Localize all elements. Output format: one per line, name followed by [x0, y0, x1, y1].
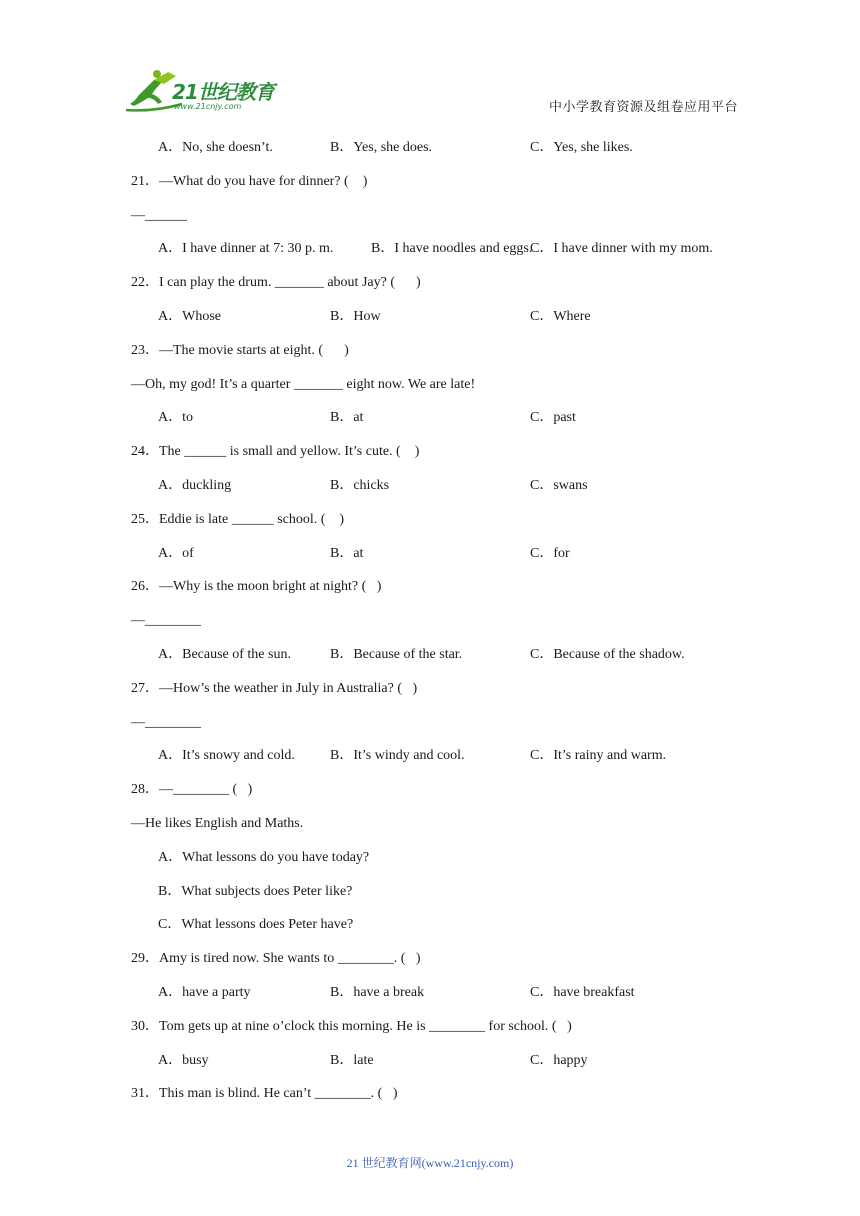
question-text: 23．—The movie starts at eight. ( )	[131, 342, 349, 358]
option-b: B．What subjects does Peter like?	[158, 883, 353, 899]
option-b: B．late	[330, 1052, 374, 1068]
dialogue-text: —Oh, my god! It’s a quarter _______ eight now. We are late!	[131, 376, 476, 392]
question-text: 27．—How’s the weather in July in Australia? ( )	[131, 680, 418, 696]
options-row	[0, 537, 860, 571]
dialogue-line	[0, 807, 860, 841]
question-text: 30．Tom gets up at nine o’clock this morning. He is ________ for school. ( )	[131, 1018, 572, 1034]
option-b: B．It’s windy and cool.	[330, 748, 465, 764]
options-row	[0, 131, 860, 165]
answer-blank	[0, 199, 860, 233]
question-text: 29．Amy is tired now. She wants to ________. ( )	[131, 951, 421, 967]
option-c: C．happy	[530, 1052, 588, 1068]
option-c: C．What lessons does Peter have?	[158, 917, 354, 933]
option-c: C．Where	[530, 308, 591, 324]
question-text: 25．Eddie is late ______ school. ( )	[131, 511, 345, 527]
question-text: 22．I can play the drum. _______ about Jay? ( )	[131, 275, 421, 291]
option-b: B．I have noodles and eggs.	[371, 241, 533, 257]
answer-line: —______	[131, 207, 187, 223]
option-c: C．Yes, she likes.	[530, 140, 633, 155]
option-b: B．How	[330, 308, 381, 324]
option-c: C．have breakfast	[530, 984, 635, 1000]
option-row-c	[0, 908, 860, 942]
option-b: B．Because of the star.	[330, 646, 463, 662]
options-row	[0, 976, 860, 1010]
footer-text: 21 世纪教育网(www.21cnjy.com)	[346, 1156, 514, 1170]
option-c: C．It’s rainy and warm.	[530, 748, 667, 764]
options-row	[0, 638, 860, 672]
option-c: C．for	[530, 545, 570, 561]
question-30	[0, 1010, 860, 1044]
question-28	[0, 773, 860, 807]
option-a: A．What lessons do you have today?	[158, 849, 370, 865]
option-b: B．Yes, she does.	[330, 140, 433, 155]
question-22	[0, 266, 860, 300]
option-a: A．Whose	[158, 308, 221, 324]
options-row	[0, 1044, 860, 1078]
options-row	[0, 469, 860, 503]
options-row	[0, 401, 860, 435]
question-26	[0, 570, 860, 604]
question-23	[0, 334, 860, 368]
option-c: C．Because of the shadow.	[530, 646, 685, 662]
option-b: B．have a break	[330, 984, 425, 1000]
question-text: 24．The ______ is small and yellow. It’s cute. ( )	[131, 444, 420, 460]
option-c: C．swans	[530, 477, 588, 493]
question-31	[0, 1077, 860, 1111]
question-text: 26．—Why is the moon bright at night? ( )	[131, 579, 382, 595]
option-row-b	[0, 875, 860, 909]
option-a: A．duckling	[158, 477, 232, 493]
option-row-a	[0, 841, 860, 875]
question-text: 31．This man is blind. He can’t ________. ( )	[131, 1086, 398, 1102]
option-a: A．It’s snowy and cold.	[158, 748, 295, 764]
question-25	[0, 503, 860, 537]
option-a: A．to	[158, 410, 193, 426]
answer-line: —________	[131, 714, 201, 730]
logo-text: 21世纪教育	[172, 80, 274, 104]
option-a: A．I have dinner at 7: 30 p. m.	[158, 241, 334, 257]
option-a: A．have a party	[158, 984, 251, 1000]
answer-blank	[0, 706, 860, 740]
options-row	[0, 232, 860, 266]
option-c: C．past	[530, 410, 576, 426]
option-b: B．chicks	[330, 477, 390, 493]
question-27	[0, 672, 860, 706]
option-a: A．Because of the sun.	[158, 646, 291, 662]
options-row	[0, 300, 860, 334]
option-b: B．at	[330, 410, 364, 426]
question-29	[0, 942, 860, 976]
question-24	[0, 435, 860, 469]
question-21	[0, 165, 860, 199]
question-text: 28．—________ ( )	[131, 782, 253, 798]
question-list	[0, 131, 860, 1111]
site-logo	[124, 66, 294, 116]
answer-line: —________	[131, 613, 201, 629]
option-c: C．I have dinner with my mom.	[530, 241, 713, 257]
dialogue-line	[0, 368, 860, 402]
answer-blank	[0, 604, 860, 638]
options-row	[0, 739, 860, 773]
logo-url: www.21cnjy.com	[174, 102, 242, 111]
dialogue-text: —He likes English and Maths.	[131, 815, 304, 831]
header-tagline: 中小学教育资源及组卷应用平台	[549, 100, 739, 115]
option-b: B．at	[330, 545, 364, 561]
option-a: A．busy	[158, 1052, 209, 1068]
option-a: A．of	[158, 545, 194, 561]
question-text: 21．—What do you have for dinner? ( )	[131, 173, 368, 189]
option-a: A．No, she doesn’t.	[158, 140, 273, 155]
